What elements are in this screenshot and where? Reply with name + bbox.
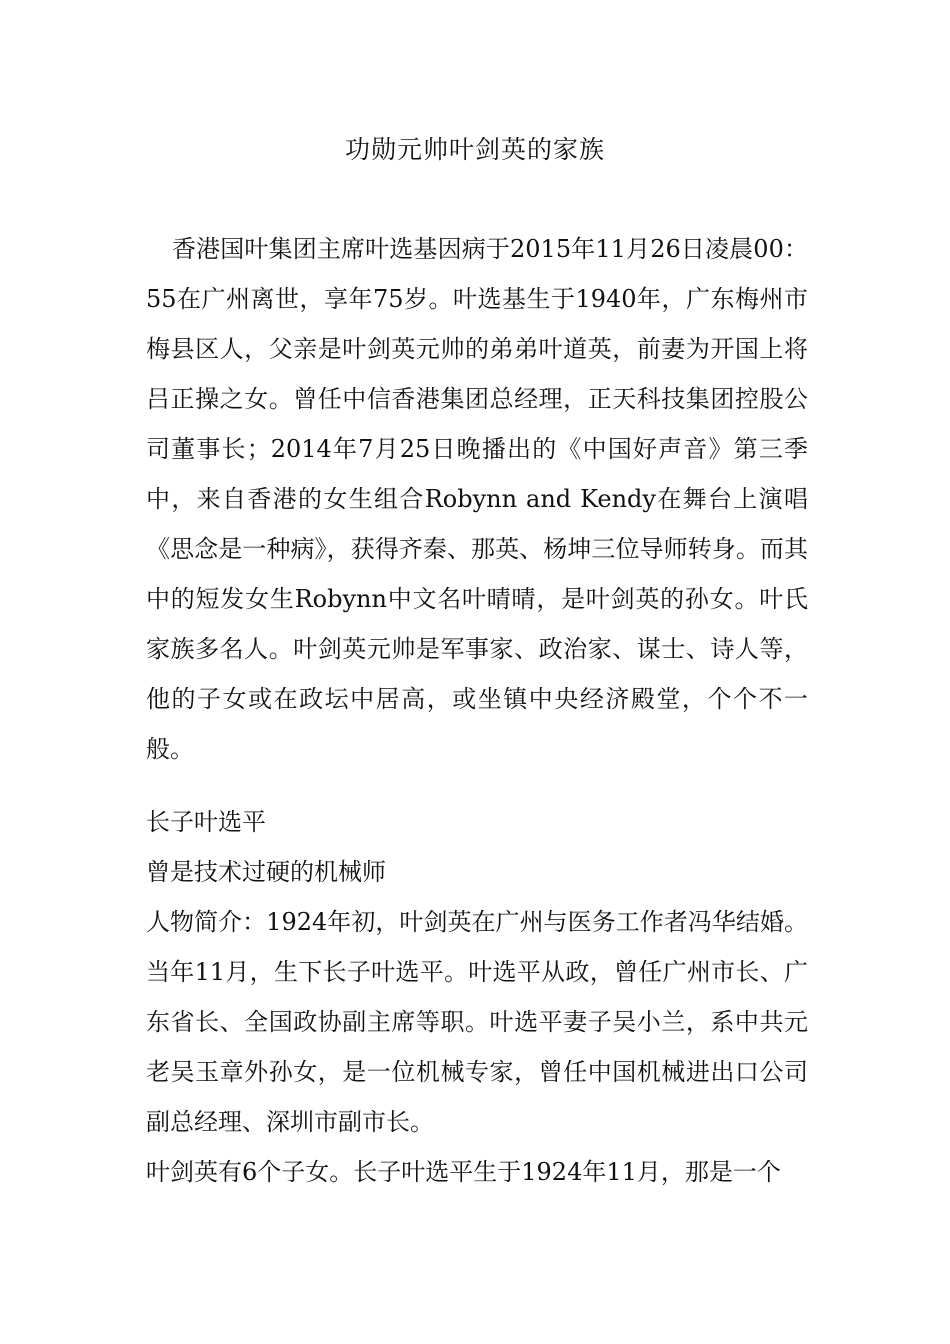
intro-paragraph: 香港国叶集团主席叶选基因病于2015年11月26日凌晨00：55在广州离世，享年75岁。叶选基生于1940年，广东梅州市梅县区人，父亲是叶剑英元帅的弟弟叶道英，前妻为开国上将吕正操之女。曾任中信香港集团总经理，正天科技集团控股公司董事长；2014年7月25日晚播出的《中国好声音》第三季中，来自香港的女生组合Robynn and Kendy在舞台上演唱《思念是一种病》，获得齐秦、那英、杨坤三位导师转身。而其中的短发女生Robynn中文名叶晴晴，是叶剑英的孙女。叶氏家族多名人。叶剑英元帅是军事家、政治家、谋士、诗人等，他的子女或在政坛中居高，或坐镇中央经济殿堂，个个不一般。 xyxy=(146,235,808,763)
profile-paragraph: 人物简介：1924年初，叶剑英在广州与医务工作者冯华结婚。当年11月，生下长子叶选平。叶选平从政，曾任广州市长、广东省长、全国政协副主席等职。叶选平妻子吴小兰，系中共元老吴玉章外孙女，是一位机械专家，曾任中国机械进出口公司副总经理、深圳市副市长。 xyxy=(146,908,808,1136)
section-eldest-son xyxy=(146,797,808,1197)
section-heading: 长子叶选平 xyxy=(146,808,266,836)
section-subheading: 曾是技术过硬的机械师 xyxy=(146,858,386,886)
continuation-paragraph: 叶剑英有6个子女。长子叶选平生于1924年11月，那是一个 xyxy=(146,1158,781,1186)
document-title: 功勋元帅叶剑英的家族 xyxy=(344,135,605,164)
